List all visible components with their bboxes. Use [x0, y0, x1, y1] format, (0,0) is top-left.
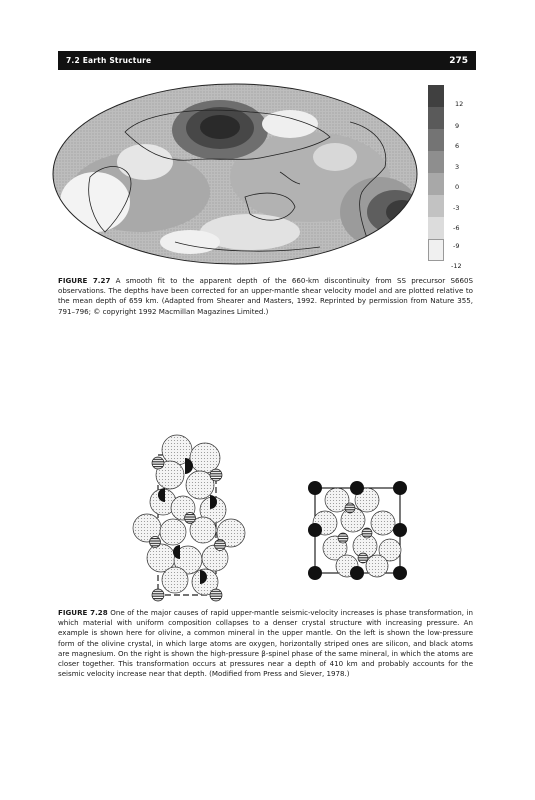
colorbar-label: 0 — [455, 183, 460, 191]
colorbar-label: -6 — [453, 224, 460, 232]
colorbar-label: -9 — [453, 242, 460, 250]
colorbar-band-2 — [428, 107, 444, 129]
colorbar-band-8 — [428, 239, 444, 261]
colorbar-label: 9 — [455, 122, 460, 130]
section-title: 7.2 Earth Structure — [66, 56, 152, 65]
figure-label: FIGURE 7.28 — [58, 608, 108, 617]
running-header — [58, 51, 476, 70]
figure-7-28-caption — [58, 608, 473, 679]
figure-label: FIGURE 7.27 — [58, 276, 111, 285]
depth-colorbar — [428, 85, 468, 270]
figure-7-27-caption — [58, 276, 473, 317]
map-graphic — [50, 82, 420, 267]
colorbar-label: 3 — [455, 163, 460, 171]
colorbar-label: 6 — [455, 142, 460, 150]
colorbar-band-5 — [428, 173, 444, 195]
colorbar-band-4 — [428, 151, 444, 173]
colorbar-band-6 — [428, 195, 444, 217]
caption-text: One of the major causes of rapid upper-mantle seismic-velocity increases is phase transformation, in which material with uniform composition collapses to a denser crystal structure with increasing pressure. An example is shown here for olivine, a common mineral in the upper mantle. On the left is shown the low-pressure form of the olivine crystal, in which large atoms are oxygen, horizontally striped ones are silicon, and black atoms are magnesium. On the right is shown the high-pressure β-spinel phase of the same mineral, in which the atoms are closer together. This transformation occurs at pressures near a depth of 410 km and probably accounts for the seismic velocity increase near that depth. (Modified from Press and Siever, 1978.) — [58, 608, 474, 679]
spinel-crystal-diagram — [305, 478, 410, 583]
colorbar-band-1 — [428, 85, 444, 107]
page-number: 275 — [449, 55, 468, 66]
colorbar-band-7 — [428, 217, 444, 239]
colorbar-band-3 — [428, 129, 444, 151]
colorbar-label: -3 — [453, 204, 460, 212]
topography-map — [50, 82, 420, 267]
colorbar-label: -12 — [451, 262, 462, 270]
olivine-crystal-diagram — [125, 430, 250, 605]
colorbar-label: 12 — [455, 100, 464, 108]
caption-text: A smooth fit to the apparent depth of the 660-km discontinuity from SS precursor S660S observations. The depths have been corrected for an upper-mantle shear velocity model and are plotted relative to the mean depth of 659 km. (Adapted from Shearer and Masters, 1992. Reprinted by permission from Nature 355, 791–796; © copyright 1992 Macmillan Magazines Limited.) — [58, 276, 473, 316]
